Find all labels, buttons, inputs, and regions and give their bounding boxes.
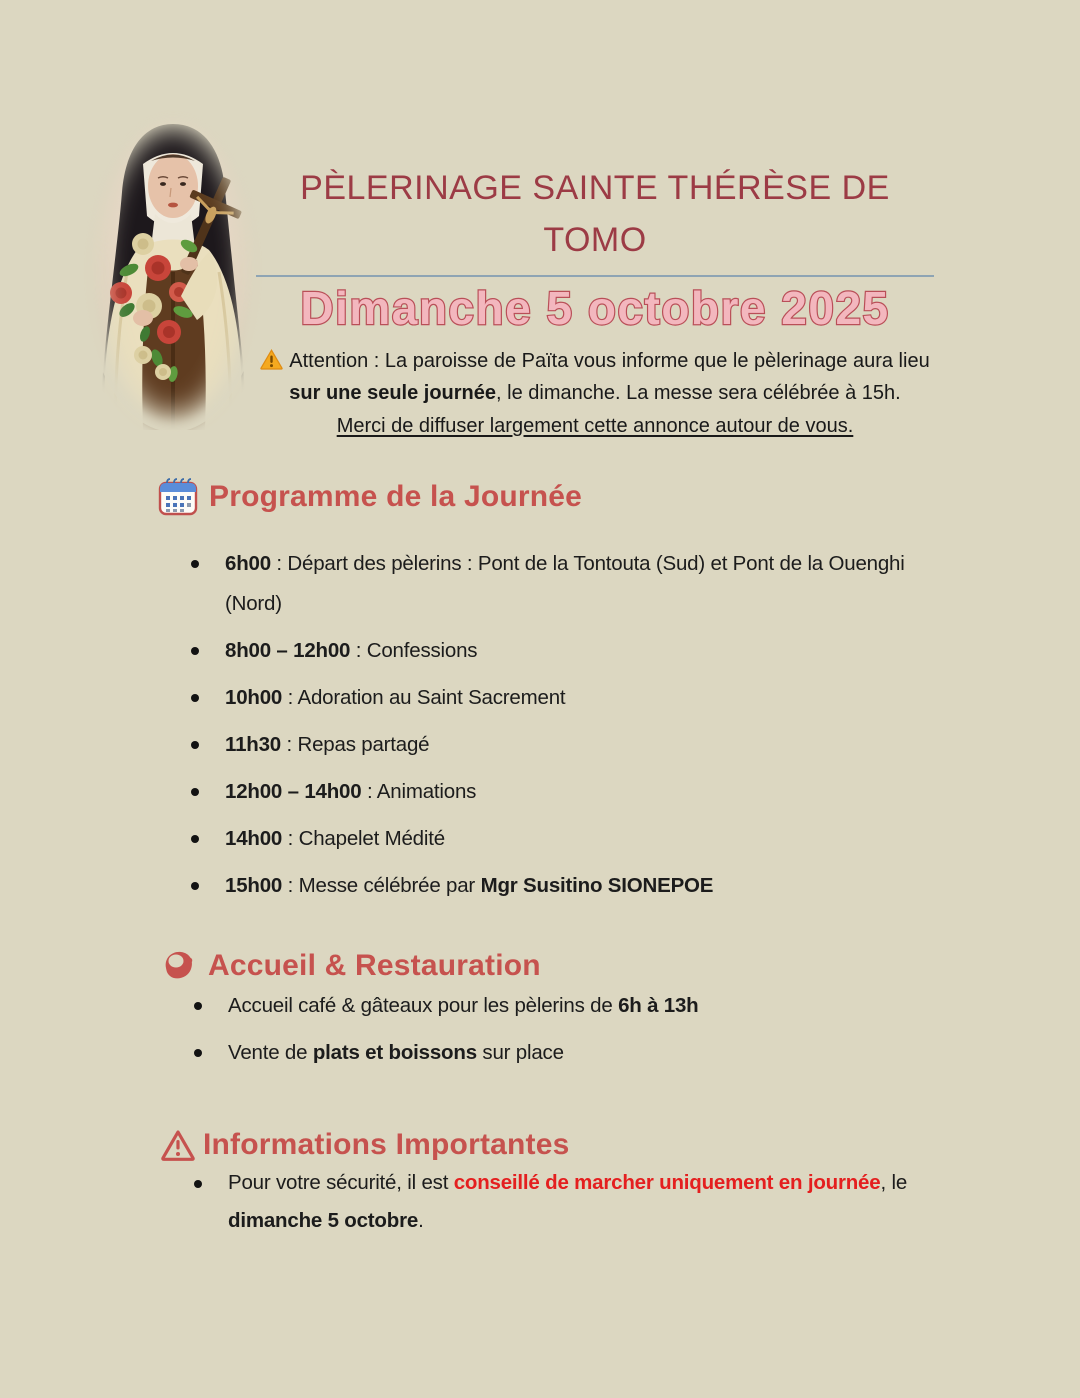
- item-time: 12h00 – 14h00: [225, 780, 362, 803]
- programme-list: [157, 544, 947, 906]
- svg-text:Dimanche 5 octobre 2025: Dimanche 5 octobre 2025: [300, 282, 890, 334]
- section-programme: [157, 476, 947, 913]
- accueil-item: [160, 1033, 950, 1073]
- programme-heading-row: [157, 476, 947, 518]
- attention-text-prefix: Attention : La paroisse de Païta vous informe que le pèlerinage aura lieu: [289, 350, 930, 372]
- title-divider: [256, 275, 934, 277]
- accueil-list: [160, 986, 950, 1073]
- share-note: Merci de diffuser largement cette annonce autour de vous.: [336, 415, 854, 437]
- programme-item: [157, 631, 947, 671]
- sainte-therese-portrait: [85, 112, 261, 430]
- item-text: Pour votre sécurité, il est: [228, 1171, 454, 1194]
- programme-item: [157, 866, 947, 906]
- infos-heading-row: [160, 1128, 960, 1162]
- item-desc: : Repas partagé: [281, 733, 430, 756]
- item-time: 11h30: [225, 733, 281, 756]
- item-text-bold: plats et boissons: [312, 1041, 477, 1064]
- item-desc: : Adoration au Saint Sacrement: [282, 686, 566, 709]
- page-title-line1: PÈLERINAGE SAINTE THÉRÈSE DE: [300, 169, 890, 207]
- item-text-alert: conseillé de marcher uniquement en journée: [453, 1171, 881, 1194]
- item-time: 15h00: [225, 874, 283, 897]
- item-text-bold: dimanche 5 octobre: [228, 1209, 419, 1232]
- item-text: Vente de: [228, 1041, 313, 1064]
- accueil-heading: Accueil & Restauration: [208, 949, 541, 982]
- page-title-line2: TOMO: [543, 221, 647, 259]
- item-desc: : Animations: [361, 780, 477, 803]
- coffee-cup-icon: [160, 948, 198, 984]
- section-infos: [160, 1128, 960, 1247]
- item-time: 6h00: [225, 552, 271, 575]
- page-title: [250, 162, 940, 266]
- attention-text-suffix: , le dimanche. La messe sera célébrée à 15h.: [496, 382, 901, 404]
- item-time: 8h00 – 12h00: [225, 639, 351, 662]
- programme-item: [157, 772, 947, 812]
- item-desc: : Messe célébrée par: [282, 874, 481, 897]
- item-text-suffix: .: [418, 1209, 424, 1232]
- item-text: Accueil café & gâteaux pour les pèlerins de: [228, 994, 619, 1017]
- warning-emoji-icon: [260, 349, 283, 379]
- event-date: [250, 279, 940, 337]
- item-desc: : Chapelet Médité: [282, 827, 445, 850]
- attention-paragraph: [259, 347, 931, 408]
- item-text-mid: , le: [880, 1171, 908, 1194]
- programme-item: [157, 544, 947, 624]
- item-desc: : Départ des pèlerins : Pont de la Tontouta (Sud) et Pont de la Ouenghi (Nord): [225, 552, 905, 615]
- infos-item: [160, 1164, 960, 1240]
- header: [250, 162, 940, 438]
- item-text-suffix: sur place: [476, 1041, 564, 1064]
- programme-heading: Programme de la Journée: [209, 480, 583, 513]
- infos-heading: Informations Importantes: [203, 1128, 570, 1161]
- item-desc-bold: Mgr Susitino SIONEPOE: [480, 874, 714, 897]
- attention-text-bold: sur une seule journée: [289, 382, 497, 404]
- portrait-vignette: [83, 110, 263, 432]
- item-time: 14h00: [225, 827, 283, 850]
- warning-outline-icon: [160, 1129, 196, 1162]
- programme-item: [157, 678, 947, 718]
- item-text-bold: 6h à 13h: [618, 994, 699, 1017]
- infos-list: [160, 1164, 960, 1240]
- item-time: 10h00: [225, 686, 283, 709]
- item-desc: : Confessions: [350, 639, 478, 662]
- event-date-outline-text: [250, 279, 940, 337]
- programme-item: [157, 725, 947, 765]
- accueil-item: [160, 986, 950, 1026]
- section-accueil: [160, 948, 950, 1080]
- calendar-icon: [157, 476, 199, 518]
- accueil-heading-row: [160, 948, 950, 984]
- programme-item: [157, 819, 947, 859]
